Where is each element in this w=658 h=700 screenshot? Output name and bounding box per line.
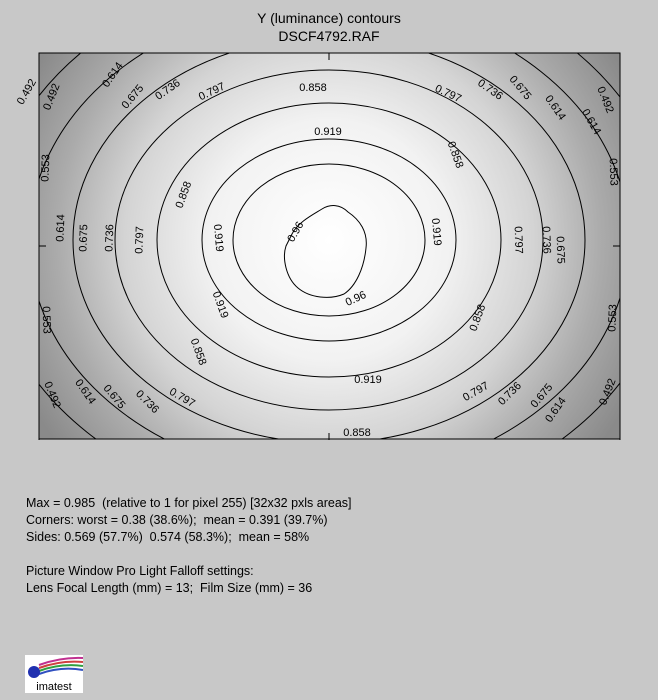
contour-label: 0.919 bbox=[314, 125, 342, 138]
contour-label: 0.675 bbox=[553, 236, 567, 264]
contour-label: 0.492 bbox=[41, 81, 63, 112]
contour-label: 0.797 bbox=[196, 80, 227, 104]
contour-label: 0.675 bbox=[119, 82, 147, 112]
contour-label: 0.553 bbox=[39, 154, 53, 182]
contour-label: 0.858 bbox=[173, 179, 195, 210]
contour-label: 0.797 bbox=[461, 379, 491, 404]
contour-label: 0.492 bbox=[41, 379, 63, 410]
contour-label: 0.919 bbox=[428, 217, 444, 247]
contour-label: 0.614 bbox=[100, 60, 126, 90]
contour-label: 0.858 bbox=[343, 426, 371, 439]
contour-label: 0.614 bbox=[542, 93, 568, 123]
stats-sides: Sides: 0.569 (57.7%) 0.574 (58.3%); mean = 58% bbox=[26, 530, 310, 544]
contour-label: 0.858 bbox=[187, 336, 209, 367]
contour-label: 0.675 bbox=[506, 73, 534, 103]
contour-label: 0.492 bbox=[594, 84, 616, 115]
contour-label: 0.614 bbox=[579, 107, 604, 137]
contour-label: 0.553 bbox=[606, 158, 620, 186]
contour-label: 0.919 bbox=[209, 289, 231, 320]
contour-label: 0.797 bbox=[511, 226, 525, 254]
contour-label: 0.797 bbox=[133, 226, 147, 254]
contour-label: 0.553 bbox=[606, 304, 620, 332]
contour-label: 0.919 bbox=[354, 373, 382, 386]
contour-label: 0.614 bbox=[54, 214, 68, 242]
contour-label: 0.919 bbox=[210, 223, 226, 253]
contour-label: 0.96 bbox=[285, 219, 307, 245]
contour-label: 0.736 bbox=[103, 224, 117, 252]
chart-subtitle: DSCF4792.RAF bbox=[278, 28, 380, 44]
contour-label: 0.736 bbox=[495, 379, 524, 408]
contour-label: 0.736 bbox=[133, 387, 162, 416]
luminance-field bbox=[39, 53, 620, 439]
contour-label: 0.736 bbox=[475, 77, 505, 103]
contour-label: 0.553 bbox=[39, 306, 53, 334]
contour-label: 0.614 bbox=[72, 377, 98, 407]
contour-label: 0.858 bbox=[444, 139, 466, 170]
contour-label: 0.797 bbox=[433, 82, 464, 106]
stats-max: Max = 0.985 (relative to 1 for pixel 255) [32x32 pxls areas] bbox=[26, 496, 352, 510]
contour-label: 0.614 bbox=[543, 395, 569, 425]
stats-falloff-heading: Picture Window Pro Light Falloff settings: bbox=[26, 564, 254, 578]
contour-label: 0.736 bbox=[539, 226, 553, 254]
contour-label: 0.675 bbox=[77, 224, 91, 252]
stats-falloff-settings: Lens Focal Length (mm) = 13; Film Size (mm) = 36 bbox=[26, 581, 313, 595]
imatest-logo bbox=[25, 655, 83, 693]
contour-label: 0.858 bbox=[299, 81, 327, 94]
contour-label: 0.675 bbox=[100, 382, 128, 412]
chart-title: Y (luminance) contours bbox=[257, 10, 401, 26]
contour-label: 0.96 bbox=[343, 288, 369, 309]
contour-label: 0.492 bbox=[597, 376, 619, 407]
contour-label: 0.858 bbox=[467, 302, 489, 333]
contour-label: 0.492 bbox=[14, 77, 39, 107]
contour-label: 0.797 bbox=[167, 385, 197, 410]
contour-label: 0.675 bbox=[528, 381, 556, 411]
contour-label: 0.736 bbox=[153, 77, 183, 103]
stats-corners: Corners: worst = 0.38 (38.6%); mean = 0.391 (39.7%) bbox=[26, 513, 328, 527]
imatest-logo-text: imatest bbox=[36, 681, 72, 693]
